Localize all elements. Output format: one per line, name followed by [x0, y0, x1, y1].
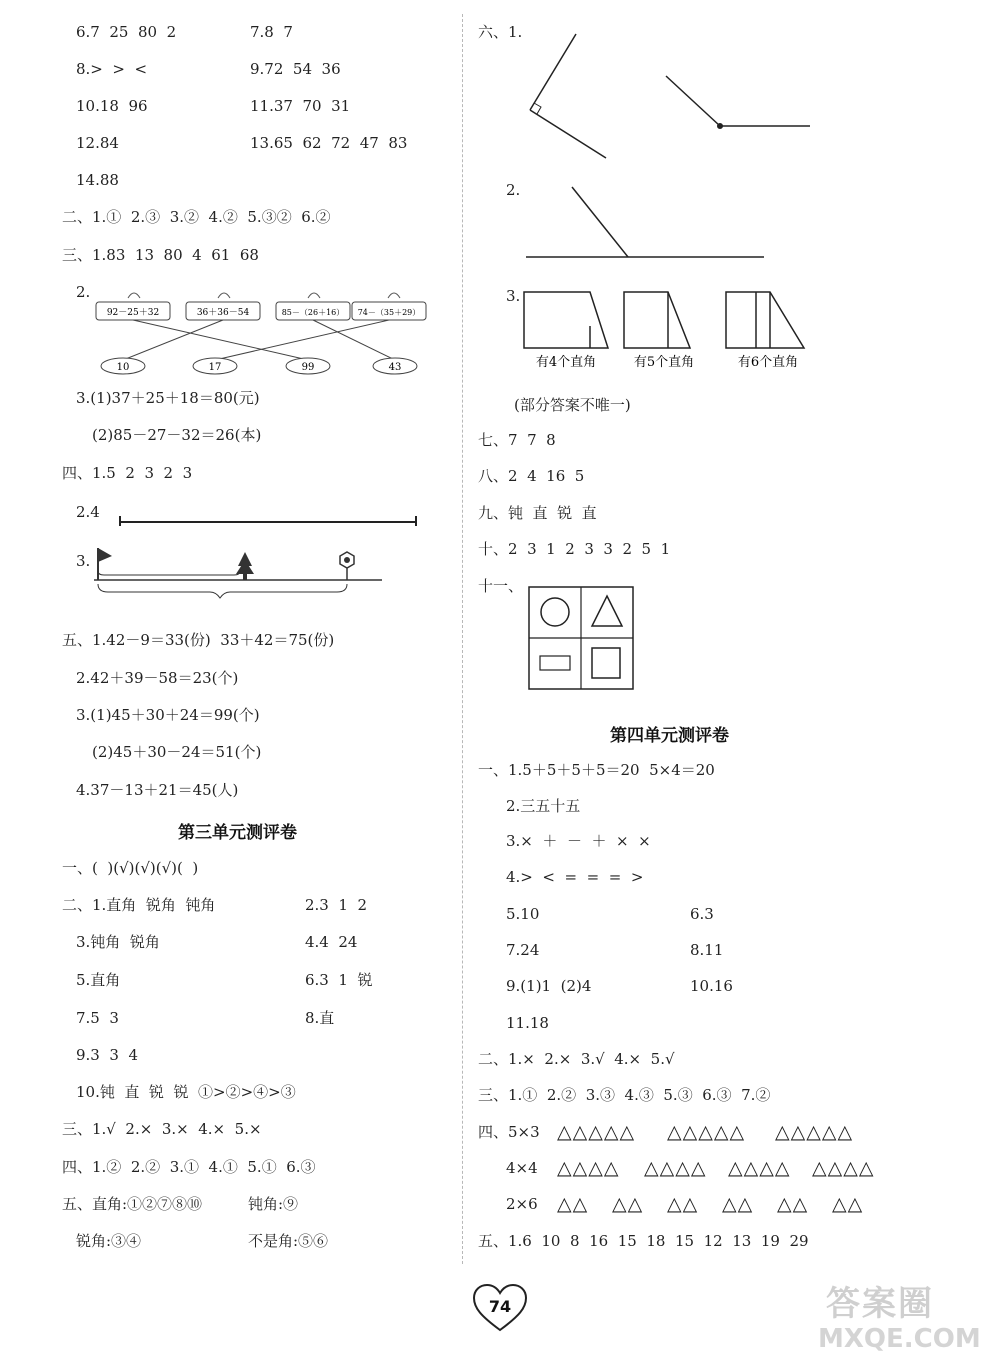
answer-line: 五、直角:①②⑦⑧⑩: [62, 1195, 203, 1213]
answer-line: 7.5 3: [76, 1009, 119, 1027]
page-number: 74: [488, 1297, 512, 1316]
answer-line: 2.三五十五: [506, 797, 581, 815]
answer-line: 9.3 3 4: [76, 1046, 139, 1064]
answer-line: 二、1.× 2.× 3.√ 4.× 5.√: [478, 1050, 675, 1068]
answer-line: 十、2 3 1 2 3 3 2 5 1: [478, 540, 671, 558]
triangle-group: △△△△: [557, 1157, 620, 1179]
watermark-url: MXQE.COM: [818, 1324, 981, 1354]
answer-text: 99: [301, 362, 315, 373]
answer-line: 四、1.5 2 3 2 3: [62, 464, 193, 482]
answer-line: 一、( )(√)(√)(√)( ): [62, 859, 199, 877]
answer-line: 4×4: [506, 1159, 538, 1177]
answer-line: 六、1.: [478, 23, 523, 41]
answer-line: 不是角:⑤⑥: [248, 1232, 329, 1250]
obtuse-angle-drawing: [520, 185, 770, 265]
answer-line: 7.24: [506, 941, 540, 959]
answer-line: 四、1.② 2.② 3.① 4.① 5.① 6.③: [62, 1158, 316, 1176]
flag-icon: [98, 548, 112, 562]
triangle-group: △△: [612, 1193, 644, 1215]
match-line: [123, 320, 223, 360]
square-shape: [592, 648, 620, 678]
column-divider: [462, 14, 463, 1264]
watermark: [818, 1276, 998, 1362]
answer-line: 8.直: [305, 1009, 335, 1027]
answer-line: 4.> < = = = >: [506, 868, 644, 886]
answer-line: 2.: [76, 283, 91, 301]
answer-line: 7.8 7: [250, 23, 293, 41]
triangle-group: △△△△△: [557, 1121, 636, 1143]
answer-line: 6.3 1 锐: [305, 971, 373, 989]
answer-line: 钝角:⑨: [248, 1195, 299, 1213]
answer-line: 3.× ＋ － ＋ × ×: [506, 832, 651, 850]
answer-line: 锐角:③④: [76, 1232, 142, 1250]
answer-line: 七、7 7 8: [478, 431, 556, 449]
right-angle-ray: [530, 34, 576, 110]
circle-shape: [541, 598, 569, 626]
rectangle-shape: [540, 656, 570, 670]
triangle-group: △△△△△: [775, 1121, 854, 1143]
unit3-title: 第三单元测评卷: [178, 823, 297, 843]
match-line: [133, 320, 308, 360]
answer-line: 2.: [506, 181, 521, 199]
answer-line: 一、1.5＋5＋5＋5＝20 5×4＝20: [478, 761, 715, 779]
answer-line: 10.18 96: [76, 97, 148, 115]
triangle-group: △△△△△: [667, 1121, 746, 1143]
answer-line: 2×6: [506, 1195, 538, 1213]
answer-line: 九、钝 直 锐 直: [478, 504, 597, 522]
answer-line: 3.(1)37＋25＋18＝80(元): [76, 389, 260, 407]
answer-line: 三、1.① 2.② 3.③ 4.③ 5.③ 6.③ 7.②: [478, 1086, 771, 1104]
triangle-group: △△: [557, 1193, 589, 1215]
shape-grid: [528, 586, 634, 690]
triangle-group: △△△△: [644, 1157, 707, 1179]
shape-caption: 有4个直角: [535, 355, 597, 370]
answer-line: 11.18: [506, 1014, 549, 1032]
match-line: [215, 320, 389, 360]
answer-text: 43: [388, 362, 402, 373]
answer-text: 17: [208, 362, 222, 373]
shape-4-right-angles: [524, 292, 608, 348]
expr-text: 85－（26＋16）: [281, 308, 345, 317]
answer-line: 8.> > <: [76, 60, 148, 78]
answer-line: 4.37－13＋21＝45(人): [76, 781, 239, 799]
answer-line: 三、1.√ 2.× 3.× 4.× 5.×: [62, 1120, 262, 1138]
shape-6-right-angles: [726, 292, 804, 348]
obtuse-angle-ray: [666, 76, 720, 126]
answer-line: 2.42＋39－58＝23(个): [76, 669, 239, 687]
answer-line: 五、1.42－9＝33(份) 33＋42＝75(份): [62, 631, 335, 649]
triangle-group: △△△△: [728, 1157, 791, 1179]
answer-line: 9.72 54 36: [250, 60, 341, 78]
six-cm-line: [118, 500, 418, 530]
triangle-shape: [592, 596, 622, 626]
triangle-group: △△: [722, 1193, 754, 1215]
answer-line: 四、5×3: [478, 1123, 540, 1141]
right-angle-ray: [530, 110, 606, 158]
answer-line: (2)85－27－32＝26(本): [92, 426, 262, 444]
answer-line: 8.11: [690, 941, 724, 959]
answer-line: 八、2 4 16 5: [478, 467, 585, 485]
answer-line: 13.65 62 72 47 83: [250, 134, 408, 152]
expr-text: 74－（35＋29）: [357, 308, 421, 317]
shape-caption: 有6个直角: [737, 355, 799, 370]
answer-line: 2.3 1 2: [305, 896, 368, 914]
expr-text: 92－25＋32: [106, 308, 160, 318]
triangle-group: △△△△: [812, 1157, 875, 1179]
answer-line: 4.4 24: [305, 933, 358, 951]
distance-diagram: [90, 544, 385, 616]
vertex-dot: [717, 123, 723, 129]
answer-line: 14.88: [76, 171, 119, 189]
matching-diagram: [90, 284, 430, 380]
answer-line: 12.84: [76, 134, 119, 152]
answer-line: 2.4: [76, 503, 100, 521]
answer-line: 二、1.直角 锐角 钝角: [62, 896, 216, 914]
answer-line: 三、1.83 13 80 4 61 68: [62, 246, 259, 264]
unit4-title: 第四单元测评卷: [610, 726, 729, 746]
answer-note: (部分答案不唯一): [514, 396, 631, 414]
expr-text: 36＋36－54: [196, 308, 250, 318]
answer-line: 二、1.① 2.③ 3.② 4.② 5.③② 6.②: [62, 208, 331, 226]
shape-5-right-angles: [624, 292, 690, 348]
answer-text: 10: [116, 362, 130, 373]
triangle-group: △△: [777, 1193, 809, 1215]
answer-line: 6.3: [690, 905, 714, 923]
answer-line: 11.37 70 31: [250, 97, 351, 115]
right-angle-shapes: [520, 286, 810, 376]
answer-line: 9.(1)1 (2)4: [506, 977, 592, 995]
answer-line: 5.直角: [76, 971, 121, 989]
answer-line: 五、1.6 10 8 16 15 18 15 12 13 19 29: [478, 1232, 809, 1250]
answer-line: 3.: [506, 287, 521, 305]
answer-line: 10.钝 直 锐 锐 ①>②>④>③: [76, 1083, 296, 1101]
answer-line: 十一、: [478, 577, 524, 595]
answer-line: 3.: [76, 552, 91, 570]
shape-caption: 有5个直角: [633, 355, 695, 370]
answer-line: 6.7 25 80 2: [76, 23, 177, 41]
answer-line: 3.钝角 锐角: [76, 933, 160, 951]
answer-line: 3.(1)45＋30＋24＝99(个): [76, 706, 260, 724]
answer-line: (2)45＋30－24＝51(个): [92, 743, 262, 761]
match-line: [313, 320, 395, 360]
watermark-logo: 答案圈: [826, 1284, 934, 1324]
triangle-group: △△: [832, 1193, 864, 1215]
triangle-group: △△: [667, 1193, 699, 1215]
angle-drawings: [520, 30, 820, 160]
answer-line: 10.16: [690, 977, 733, 995]
answer-line: 5.10: [506, 905, 540, 923]
